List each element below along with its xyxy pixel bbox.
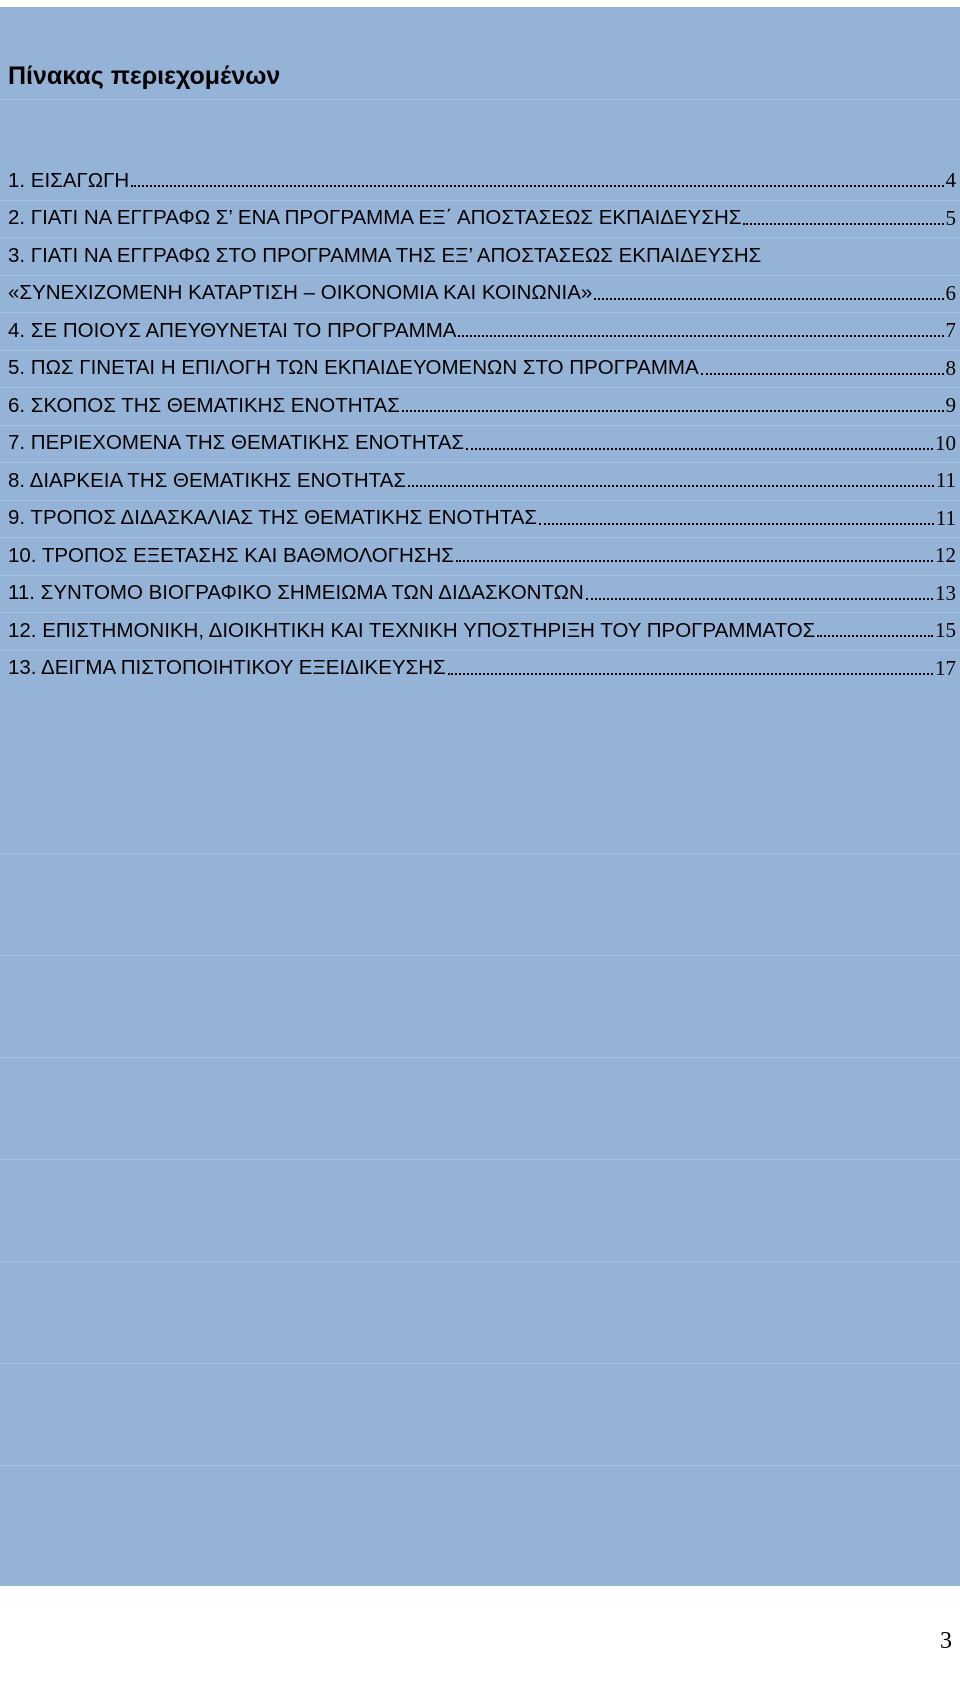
toc-dot-leader bbox=[817, 615, 933, 638]
toc-entry-text: 10. ΤΡΟΠΟΣ ΕΞΕΤΑΣΗΣ ΚΑΙ ΒΑΘΜΟΛΟΓΗΣΗΣ bbox=[8, 543, 454, 567]
toc-entry-page: 8 bbox=[945, 355, 956, 380]
toc-dot-leader bbox=[743, 202, 943, 225]
toc-entry-text: 2. ΓΙΑΤΙ ΝΑ ΕΓΓΡΑΦΩ Σ’ ΕΝΑ ΠΡΟΓΡΑΜΜΑ ΕΞ΄ ΑΠΟΣΤΑΣΕΩΣ ΕΚΠΑΙΔΕΥΣΗΣ bbox=[8, 206, 742, 230]
toc-entry-text: 8. ΔΙΑΡΚΕΙΑ ΤΗΣ ΘΕΜΑΤΙΚΗΣ ΕΝΟΤΗΤΑΣ bbox=[8, 468, 407, 492]
toc-entry-page: 6 bbox=[945, 280, 956, 305]
toc-entry-page: 9 bbox=[945, 393, 956, 418]
toc-entry-page: 15 bbox=[935, 618, 956, 643]
grid-line bbox=[0, 1465, 960, 1466]
page-number: 3 bbox=[940, 1628, 952, 1654]
toc-title: Πίνακας περιεχομένων bbox=[8, 62, 281, 90]
grid-line bbox=[0, 1261, 960, 1262]
toc-entry-page: 11 bbox=[935, 468, 956, 493]
toc-entry[interactable] bbox=[8, 200, 956, 238]
toc-entry-text: 1. ΕΙΣΑΓΩΓΗ bbox=[8, 168, 130, 192]
toc-entry-page: 12 bbox=[935, 543, 956, 568]
toc-entry-page: 10 bbox=[935, 430, 956, 455]
toc-entry[interactable] bbox=[8, 350, 956, 388]
toc-dot-leader bbox=[594, 277, 943, 300]
toc-entry-text: 11. ΣΥΝΤΟΜΟ ΒΙΟΓΡΑΦΙΚΟ ΣΗΜΕΙΩΜΑ ΤΩΝ ΔΙΔΑΣΚΟΝΤΩΝ bbox=[8, 581, 584, 605]
toc-entry-page: 13 bbox=[935, 580, 956, 605]
toc-entry-text: 12. ΕΠΙΣΤΗΜΟΝΙΚΗ, ΔΙΟΙΚΗΤΙΚΗ ΚΑΙ ΤΕΧΝΙΚΗ ΥΠΟΣΤΗΡΙΞΗ ΤΟΥ ΠΡΟΓΡΑΜΜΑΤΟΣ bbox=[8, 618, 816, 642]
toc-entry[interactable] bbox=[8, 650, 956, 688]
toc-entry[interactable] bbox=[8, 612, 956, 650]
toc-entry[interactable] bbox=[8, 387, 956, 425]
toc-entry[interactable] bbox=[8, 312, 956, 350]
toc-entry[interactable] bbox=[8, 575, 956, 613]
toc-dot-leader bbox=[402, 390, 944, 413]
toc-entry-text: «ΣΥΝΕΧΙΖΟΜΕΝΗ ΚΑΤΑΡΤΙΣΗ – ΟΙΚΟΝΟΜΙΑ ΚΑΙ ΚΟΙΝΩΝΙΑ» bbox=[8, 281, 593, 305]
toc-entry[interactable] bbox=[8, 500, 956, 538]
toc-entry[interactable] bbox=[8, 425, 956, 463]
toc-dot-leader bbox=[456, 540, 933, 563]
grid-line bbox=[0, 955, 960, 956]
grid-line bbox=[0, 1363, 960, 1364]
toc-entry[interactable] bbox=[8, 237, 956, 275]
toc-dot-leader bbox=[586, 577, 933, 600]
toc-entry[interactable] bbox=[8, 162, 956, 200]
toc-panel bbox=[0, 7, 960, 1586]
toc-entry-page: 7 bbox=[945, 318, 956, 343]
toc-entry[interactable] bbox=[8, 275, 956, 313]
toc-entry-page: 17 bbox=[935, 655, 956, 680]
toc-entry-text: 4. ΣΕ ΠΟΙΟΥΣ ΑΠΕΥΘΥΝΕΤΑΙ ΤΟ ΠΡΟΓΡΑΜΜΑ bbox=[8, 318, 457, 342]
toc-entry[interactable] bbox=[8, 537, 956, 575]
toc-list bbox=[8, 162, 956, 687]
grid-line bbox=[0, 1057, 960, 1058]
toc-entry-page: 11 bbox=[935, 505, 956, 530]
toc-entry-text: 9. ΤΡΟΠΟΣ ΔΙΔΑΣΚΑΛΙΑΣ ΤΗΣ ΘΕΜΑΤΙΚΗΣ ΕΝΟΤΗΤΑΣ bbox=[8, 506, 538, 530]
grid-line bbox=[0, 1159, 960, 1160]
toc-dot-leader bbox=[448, 652, 933, 675]
grid-line bbox=[0, 99, 960, 100]
toc-entry-text: 13. ΔΕΙΓΜΑ ΠΙΣΤΟΠΟΙΗΤΙΚΟΥ ΕΞΕΙΔΙΚΕΥΣΗΣ bbox=[8, 656, 446, 680]
toc-entry-text: 6. ΣΚΟΠΟΣ ΤΗΣ ΘΕΜΑΤΙΚΗΣ ΕΝΟΤΗΤΑΣ bbox=[8, 393, 400, 417]
toc-dot-leader bbox=[701, 352, 944, 375]
toc-dot-leader bbox=[466, 427, 933, 450]
toc-entry-text: 3. ΓΙΑΤΙ ΝΑ ΕΓΓΡΑΦΩ ΣΤΟ ΠΡΟΓΡΑΜΜΑ ΤΗΣ ΕΞ’ ΑΠΟΣΤΑΣΕΩΣ ΕΚΠΑΙΔΕΥΣΗΣ bbox=[8, 243, 762, 267]
toc-dot-leader bbox=[131, 165, 943, 188]
toc-entry-page: 5 bbox=[945, 205, 956, 230]
toc-entry[interactable] bbox=[8, 462, 956, 500]
toc-entry-text: 7. ΠΕΡΙΕΧΟΜΕΝΑ ΤΗΣ ΘΕΜΑΤΙΚΗΣ ΕΝΟΤΗΤΑΣ bbox=[8, 431, 465, 455]
toc-dot-leader bbox=[539, 502, 934, 525]
toc-dot-leader bbox=[408, 465, 934, 488]
toc-dot-leader bbox=[458, 315, 943, 338]
toc-entry-page: 4 bbox=[945, 168, 956, 193]
toc-entry-text: 5. ΠΩΣ ΓΙΝΕΤΑΙ Η ΕΠΙΛΟΓΗ ΤΩΝ ΕΚΠΑΙΔΕΥΟΜΕΝΩΝ ΣΤΟ ΠΡΟΓΡΑΜΜΑ bbox=[8, 356, 699, 380]
grid-line bbox=[0, 853, 960, 854]
